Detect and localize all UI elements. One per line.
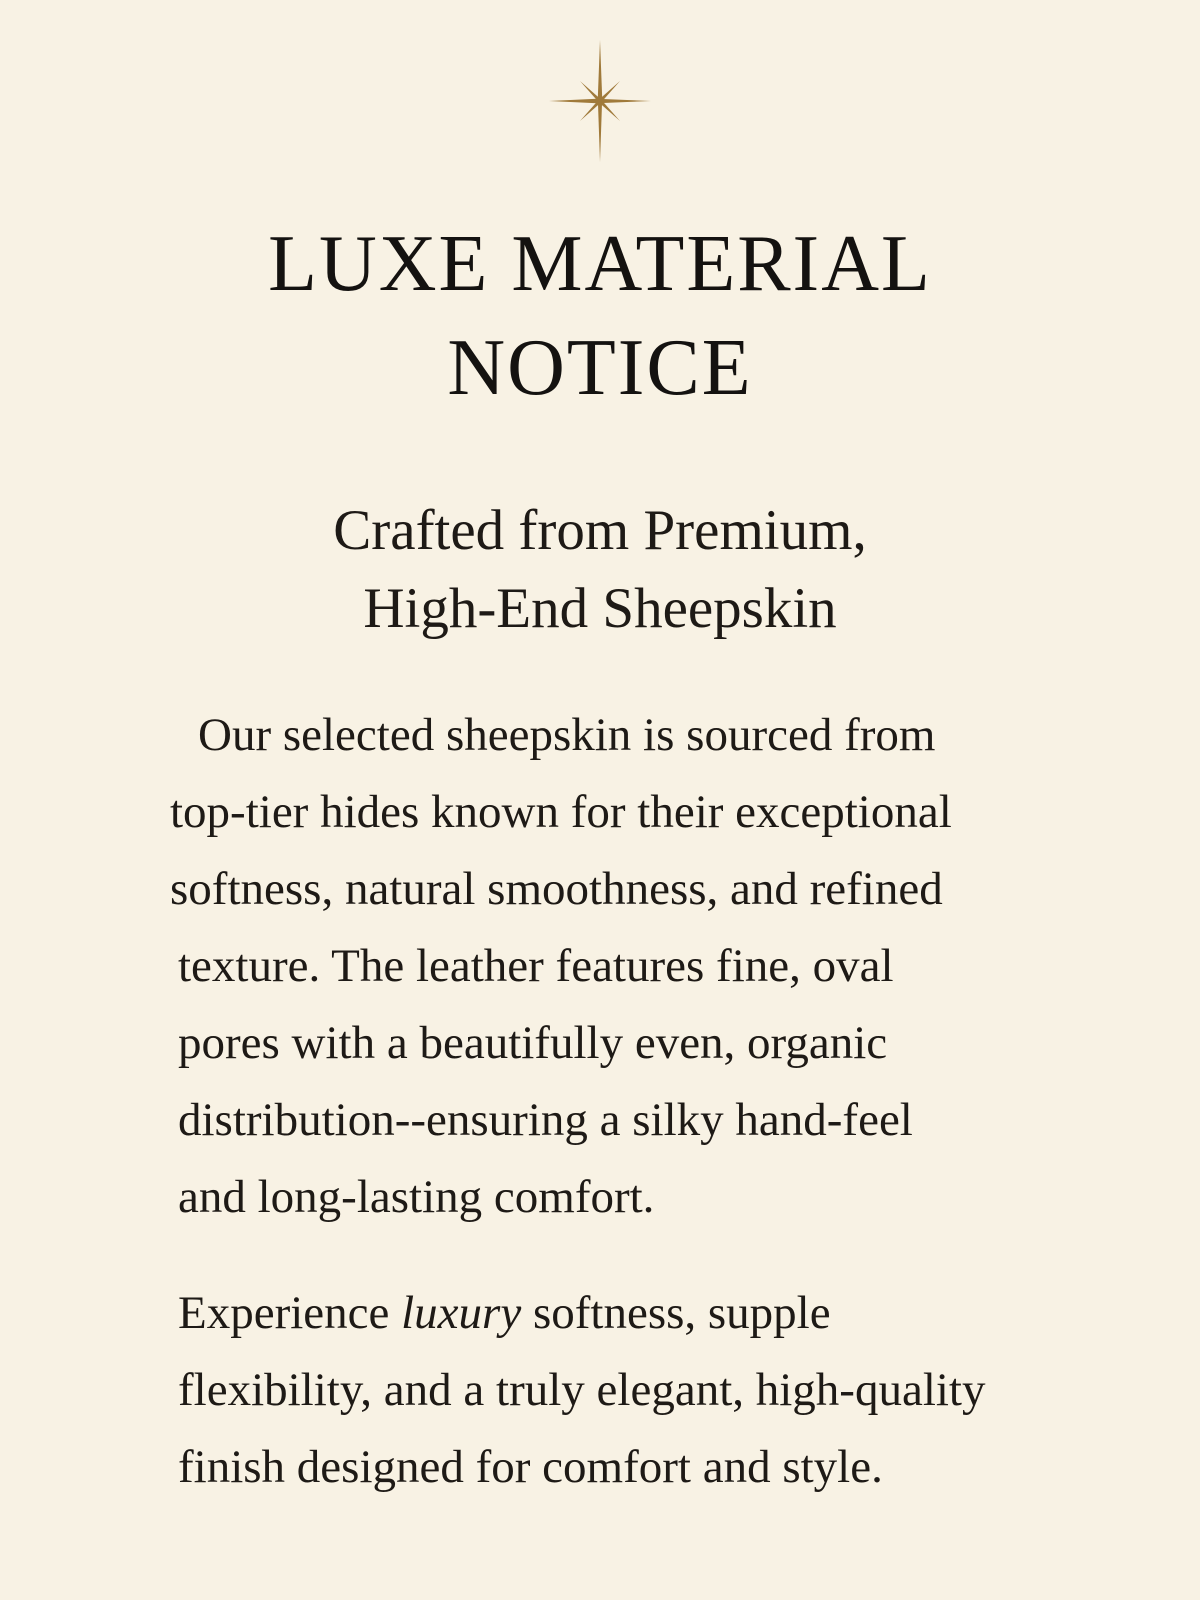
subtitle [150,492,1050,648]
paragraph-line: distribution--ensuring a silky hand-feel [178,1094,913,1146]
paragraph-line: flexibility, and a truly elegant, high-quality [178,1364,986,1416]
experience-paragraph [178,1275,1078,1506]
subtitle-line-2: High-End Sheepskin [363,577,837,640]
paragraph-line: and long-lasting comfort. [178,1171,655,1223]
paragraph-line: softness, natural smoothness, and refined [170,863,943,915]
paragraph-line: finish designed for comfort and style. [178,1441,883,1493]
experience-text-after: softness, supple [521,1287,831,1339]
paragraph-line: top-tier hides known for their exceptional [170,786,952,838]
page-title [100,212,1100,420]
paragraph-line: texture. The leather features fine, oval [178,940,894,992]
title-line-1: LUXE MATERIAL [268,220,932,308]
subtitle-line-1: Crafted from Premium, [333,499,867,562]
title-line-2: NOTICE [447,324,753,412]
paragraph-line: pores with a beautifully even, organic [178,1017,888,1069]
paragraph-line [178,1275,1078,1352]
experience-text: Experience [178,1287,402,1339]
luxury-emphasis: luxury [401,1287,522,1339]
paragraph-line: Our selected sheepskin is sourced from [198,709,936,761]
four-point-star-icon [549,40,651,162]
material-description-paragraph [170,697,1078,1236]
